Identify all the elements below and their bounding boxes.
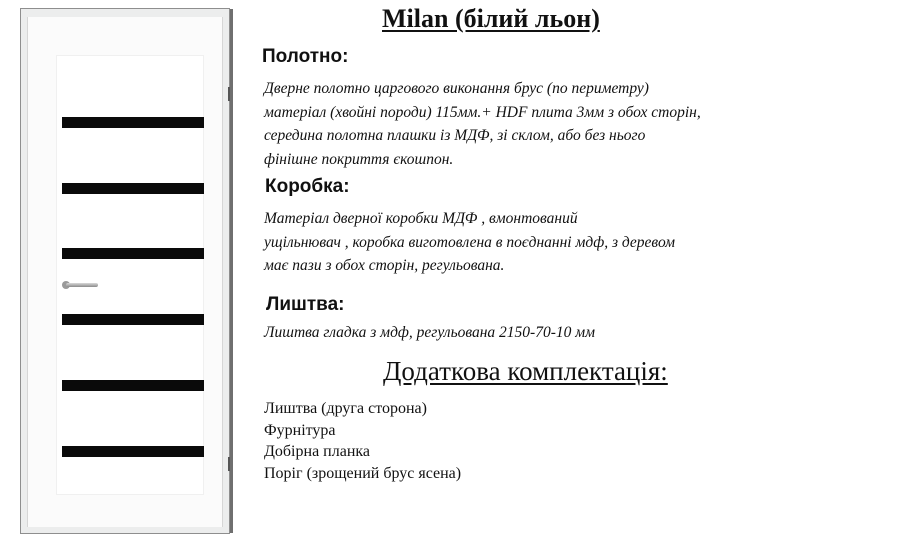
section-text-frame [264, 207, 864, 278]
list-item: Поріг (зрощений брус ясена) [264, 464, 462, 482]
door-leaf [27, 17, 223, 527]
extras-list [264, 398, 461, 484]
section-heading-trim: Лиштва: [266, 294, 345, 315]
list-item: Добірна планка [264, 443, 371, 460]
text-line: матеріал (хвойні породи) 115мм.+ HDF плита 3мм з обох сторін, [264, 103, 701, 121]
glass-strip [62, 183, 204, 194]
text-line: Дверне полотно царгового виконання брус (по периметру) [264, 80, 649, 97]
list-item: Фурнітура [264, 421, 336, 439]
glass-strip [62, 380, 204, 391]
section-heading-frame: Коробка: [265, 176, 350, 197]
text-line: має пази з обох сторін, регульована. [264, 257, 505, 274]
section-heading-leaf: Полотно: [262, 46, 349, 67]
door-handle-icon [66, 283, 98, 287]
glass-strip [62, 446, 204, 457]
hinge-icon [228, 87, 232, 101]
section-text-trim [264, 321, 864, 345]
text-line: середина полотна плашки із МДФ, зі склом, або без нього [264, 127, 646, 144]
hinge-icon [228, 457, 232, 471]
text-line: Матеріал дверної коробки МДФ , вмонтований [264, 210, 578, 227]
glass-strip [62, 248, 204, 259]
text-line: фінішне покриття єкошпон. [264, 150, 454, 168]
section-text-leaf [264, 77, 864, 171]
glass-strip [62, 314, 204, 325]
text-line: Лиштва гладка з мдф, регульована 2150-70-10 мм [264, 324, 596, 341]
text-line: ущільнювач , коробка виготовлена в поєднанні мдф, з деревом [264, 233, 676, 251]
product-title: Milan (білий льон) [382, 4, 600, 33]
door-image [20, 8, 230, 534]
extras-heading: Додаткова комплектація: [383, 356, 668, 386]
list-item: Лиштва (друга сторона) [264, 400, 427, 417]
glass-strip [62, 117, 204, 128]
